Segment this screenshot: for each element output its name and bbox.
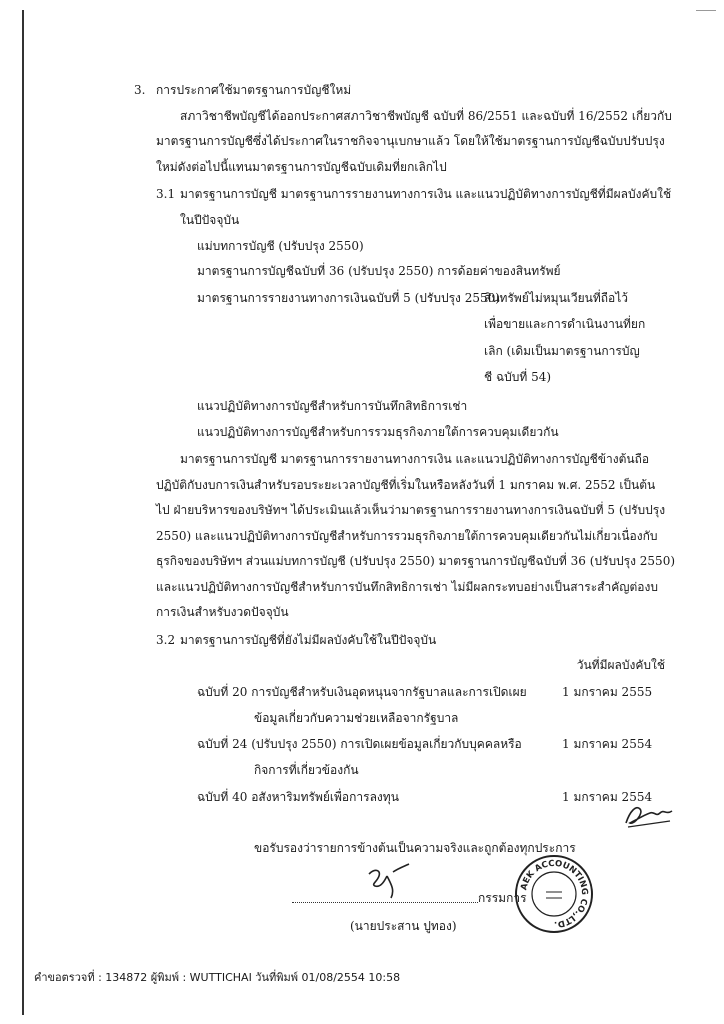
effective-date: 1 มกราคม 2555	[562, 685, 653, 699]
list-item-description: เลิก (เดิมเป็นมาตรฐานการบัญ	[484, 344, 640, 358]
list-item: แนวปฏิบัติทางการบัญชีสำหรับการบันทึกสิทธิการเช่า	[197, 399, 468, 413]
subsection-number: 3.1	[156, 187, 176, 201]
standard-row-continued: กิจการที่เกี่ยวข้องกัน	[254, 763, 359, 777]
section-number: 3.	[134, 83, 146, 97]
paragraph-line: มาตรฐานการบัญชี มาตรฐานการรายงานทางการเงิน และแนวปฏิบัติทางการบัญชีข้างต้นถือ	[180, 452, 650, 466]
company-stamp	[512, 852, 596, 936]
paragraph-line: ปฏิบัติกับงบการเงินสำหรับรอบระยะเวลาบัญชีที่เริ่มในหรือหลังวันที่ 1 มกราคม พ.ศ. 2552 เป็นต้น	[156, 478, 656, 492]
list-item-description: ชี ฉบับที่ 54)	[484, 370, 552, 384]
section-heading: การประกาศใช้มาตรฐานการบัญชีใหม่	[156, 83, 352, 97]
binding-margin-line	[22, 10, 24, 1015]
director-label: กรรมการ	[478, 891, 527, 905]
list-item: แม่บทการบัญชี (ปรับปรุง 2550)	[197, 239, 364, 253]
svg-text:AEK ACCOUNTING CO.,LTD.: AEK ACCOUNTING CO.,LTD.	[519, 858, 590, 930]
paragraph-line: 2550) และแนวปฏิบัติทางการบัญชีสำหรับการรวมธุรกิจภายใต้การควบคุมเดียวกันไม่เกี่ยวเนื่องกับ	[156, 529, 658, 543]
paragraph-line: การเงินสำหรับงวดปัจจุบัน	[156, 605, 289, 619]
signature-line	[292, 888, 478, 903]
subsection-heading: มาตรฐานการบัญชี มาตรฐานการรายงานทางการเงิน และแนวปฏิบัติทางการบัญชีที่มีผลบังคับใช้	[180, 187, 672, 201]
paragraph-line: มาตรฐานการบัญชีซึ่งได้ประกาศในราชกิจจานุเบกษาแล้ว โดยให้ใช้มาตรฐานการบัญชีฉบับปรับปรุง	[156, 134, 665, 148]
list-item: มาตรฐานการรายงานทางการเงินฉบับที่ 5 (ปรับปรุง 2550)	[197, 291, 500, 305]
effective-date-header: วันที่มีผลบังคับใช้	[576, 658, 665, 672]
list-item: มาตรฐานการบัญชีฉบับที่ 36 (ปรับปรุง 2550) การด้อยค่าของสินทรัพย์	[197, 264, 561, 278]
standard-row: ฉบับที่ 40 อสังหาริมทรัพย์เพื่อการลงทุน	[197, 790, 399, 804]
subsection-heading: มาตรฐานการบัญชีที่ยังไม่มีผลบังคับใช้ในปีปัจจุบัน	[180, 633, 437, 647]
effective-date: 1 มกราคม 2554	[562, 790, 653, 804]
paragraph-line: และแนวปฏิบัติทางการบัญชีสำหรับการบันทึกสิทธิการเช่า ไม่มีผลกระทบอย่างเป็นสาระสำคัญต่องบ	[156, 580, 658, 594]
subsection-number: 3.2	[156, 633, 176, 647]
signatory-name: (นายประสาน ปูทอง)	[350, 919, 457, 933]
paragraph-line: ธุรกิจของบริษัทฯ ส่วนแม่บทการบัญชี (ปรับปรุง 2550) มาตรฐานการบัญชีฉบับที่ 36 (ปรับปรุง 2550)	[156, 554, 676, 568]
paragraph-line: ใหม่ดังต่อไปนี้แทนมาตรฐานการบัญชีฉบับเดิมที่ยกเลิกไป	[156, 160, 447, 174]
subsection-heading: ในปีปัจจุบัน	[180, 213, 240, 227]
standard-row: ฉบับที่ 20 การบัญชีสำหรับเงินอุดหนุนจากรัฐบาลและการเปิดเผย	[197, 685, 527, 699]
standard-row: ฉบับที่ 24 (ปรับปรุง 2550) การเปิดเผยข้อมูลเกี่ยวกับบุคคลหรือ	[197, 737, 522, 751]
corner-mark	[696, 10, 716, 11]
list-item-description: เพื่อขายและการดำเนินงานที่ยก	[484, 317, 646, 331]
list-item: แนวปฏิบัติทางการบัญชีสำหรับการรวมธุรกิจภายใต้การควบคุมเดียวกัน	[197, 425, 559, 439]
handwritten-initial	[620, 795, 680, 831]
effective-date: 1 มกราคม 2554	[562, 737, 653, 751]
paragraph-line: ไป ฝ่ายบริหารของบริษัทฯ ได้ประเมินแล้วเห็นว่ามาตรฐานการรายงานทางการเงินฉบับที่ 5 (ปรับปรุง	[156, 503, 666, 517]
standard-row-continued: ข้อมูลเกี่ยวกับความช่วยเหลือจากรัฐบาล	[254, 711, 459, 725]
certification-statement: ขอรับรองว่ารายการข้างต้นเป็นความจริงและถูกต้องทุกประการ	[254, 841, 576, 855]
list-item-description: สินทรัพย์ไม่หมุนเวียนที่ถือไว้	[484, 291, 629, 305]
print-footer: คำขอตรวจที่ : 134872 ผู้พิมพ์ : WUTTICHAI วันที่พิมพ์ 01/08/2554 10:58	[34, 971, 401, 984]
paragraph-line: สภาวิชาชีพบัญชีได้ออกประกาศสภาวิชาชีพบัญชี ฉบับที่ 86/2551 และฉบับที่ 16/2552 เกี่ยวกับ	[180, 109, 672, 123]
